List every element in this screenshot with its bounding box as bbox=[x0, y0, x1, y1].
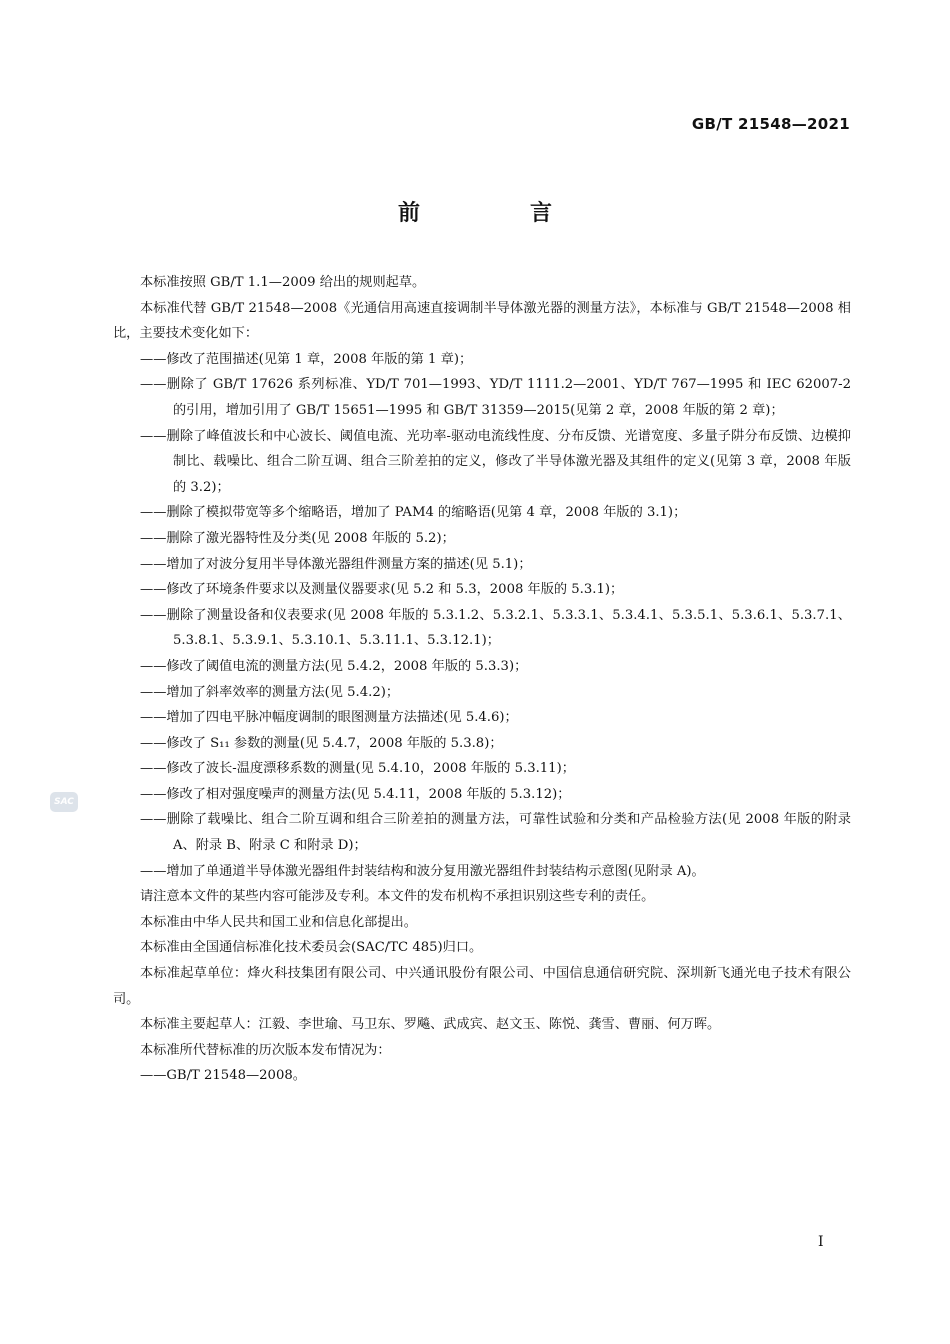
change-item: ——删除了测量设备和仪表要求(见 2008 年版的 5.3.1.2、5.3.2.1、5.3.3.1、5.3.4.1、5.3.5.1、5.3.6.1、5.3.7.1、5.3.8.1、5.3.9.1、5.3.10.1、5.3.11.1、5.3.12.1)； bbox=[140, 607, 851, 649]
paragraph: 本标准主要起草人：江毅、李世瑜、马卫东、罗飚、武成宾、赵文玉、陈悦、龚雪、曹丽、何万晖。 bbox=[140, 1017, 721, 1033]
paragraph: 本标准代替 GB/T 21548—2008《光通信用高速直接调制半导体激光器的测量方法》，本标准与 GB/T 21548—2008 相比，主要技术变化如下： bbox=[113, 300, 851, 342]
paragraph: 本标准起草单位：烽火科技集团有限公司、中兴通讯股份有限公司、中国信息通信研究院、深圳新飞通光电子技术有限公司。 bbox=[113, 966, 851, 1007]
change-item: ——修改了相对强度噪声的测量方法(见 5.4.11，2008 年版的 5.3.12)； bbox=[140, 786, 571, 802]
paragraph: 本标准由中华人民共和国工业和信息化部提出。 bbox=[140, 914, 417, 930]
change-item: ——修改了环境条件要求以及测量仪器要求(见 5.2 和 5.3，2008 年版的 5.3.1)； bbox=[140, 582, 624, 598]
change-item: ——删除了激光器特性及分类(见 2008 年版的 5.2)； bbox=[140, 530, 455, 546]
sac-watermark-logo: SAC bbox=[50, 792, 78, 812]
paragraph: 本标准所代替标准的历次版本发布情况为： bbox=[140, 1042, 391, 1058]
change-item: ——增加了对波分复用半导体激光器组件测量方案的描述(见 5.1)； bbox=[140, 556, 532, 572]
paragraph: 请注意本文件的某些内容可能涉及专利。本文件的发布机构不承担识别这些专利的责任。 bbox=[140, 889, 655, 905]
change-item: ——删除了 GB/T 17626 系列标准、YD/T 701—1993、YD/T 1111.2—2001、YD/T 767—1995 和 IEC 62007-2 的引用，增加引用了 GB/T 15651—1995 和 GB/T 31359—2015(见第 2 章，2008 年版的第 2 章)； bbox=[140, 377, 851, 418]
page-number: I bbox=[818, 1234, 824, 1250]
change-item: ——修改了波长-温度漂移系数的测量(见 5.4.10，2008 年版的 5.3.11)； bbox=[140, 761, 575, 777]
change-item: ——修改了 S₁₁ 参数的测量(见 5.4.7，2008 年版的 5.3.8)； bbox=[140, 735, 503, 751]
change-item: ——删除了峰值波长和中心波长、阈值电流、光功率-驱动电流线性度、分布反馈、光谱宽度、多量子阱分布反馈、边模抑制比、载噪比、组合二阶互调、组合三阶差拍的定义，修改了半导体激光器及其组件的定义(见第 3 章，2008 年版的 3.2)； bbox=[140, 428, 851, 495]
paragraph: 本标准按照 GB/T 1.1—2009 给出的规则起草。 bbox=[140, 275, 426, 290]
change-item: ——增加了单通道半导体激光器组件封装结构和波分复用激光器组件封装结构示意图(见附录 A)。 bbox=[140, 863, 705, 879]
change-item: ——增加了斜率效率的测量方法(见 5.4.2)； bbox=[140, 684, 400, 700]
history-item: ——GB/T 21548—2008。 bbox=[140, 1068, 306, 1084]
change-item: ——修改了范围描述(见第 1 章，2008 年版的第 1 章)； bbox=[140, 351, 473, 367]
change-item: ——删除了载噪比、组合二阶互调和组合三阶差拍的测量方法，可靠性试验和分类和产品检验方法(见 2008 年版的附录 A、附录 B、附录 C 和附录 D)； bbox=[140, 812, 851, 854]
change-item: ——修改了阈值电流的测量方法(见 5.4.2，2008 年版的 5.3.3)； bbox=[140, 658, 528, 674]
page-title: 前 言 bbox=[397, 201, 596, 226]
change-item: ——删除了模拟带宽等多个缩略语，增加了 PAM4 的缩略语(见第 4 章，2008 年版的 3.1)； bbox=[140, 505, 687, 521]
paragraph: 本标准由全国通信标准化技术委员会(SAC/TC 485)归口。 bbox=[140, 940, 483, 956]
foreword-body bbox=[113, 270, 851, 1089]
change-item: ——增加了四电平脉冲幅度调制的眼图测量方法描述(见 5.4.6)； bbox=[140, 710, 518, 726]
standard-code: GB/T 21548—2021 bbox=[691, 115, 850, 133]
